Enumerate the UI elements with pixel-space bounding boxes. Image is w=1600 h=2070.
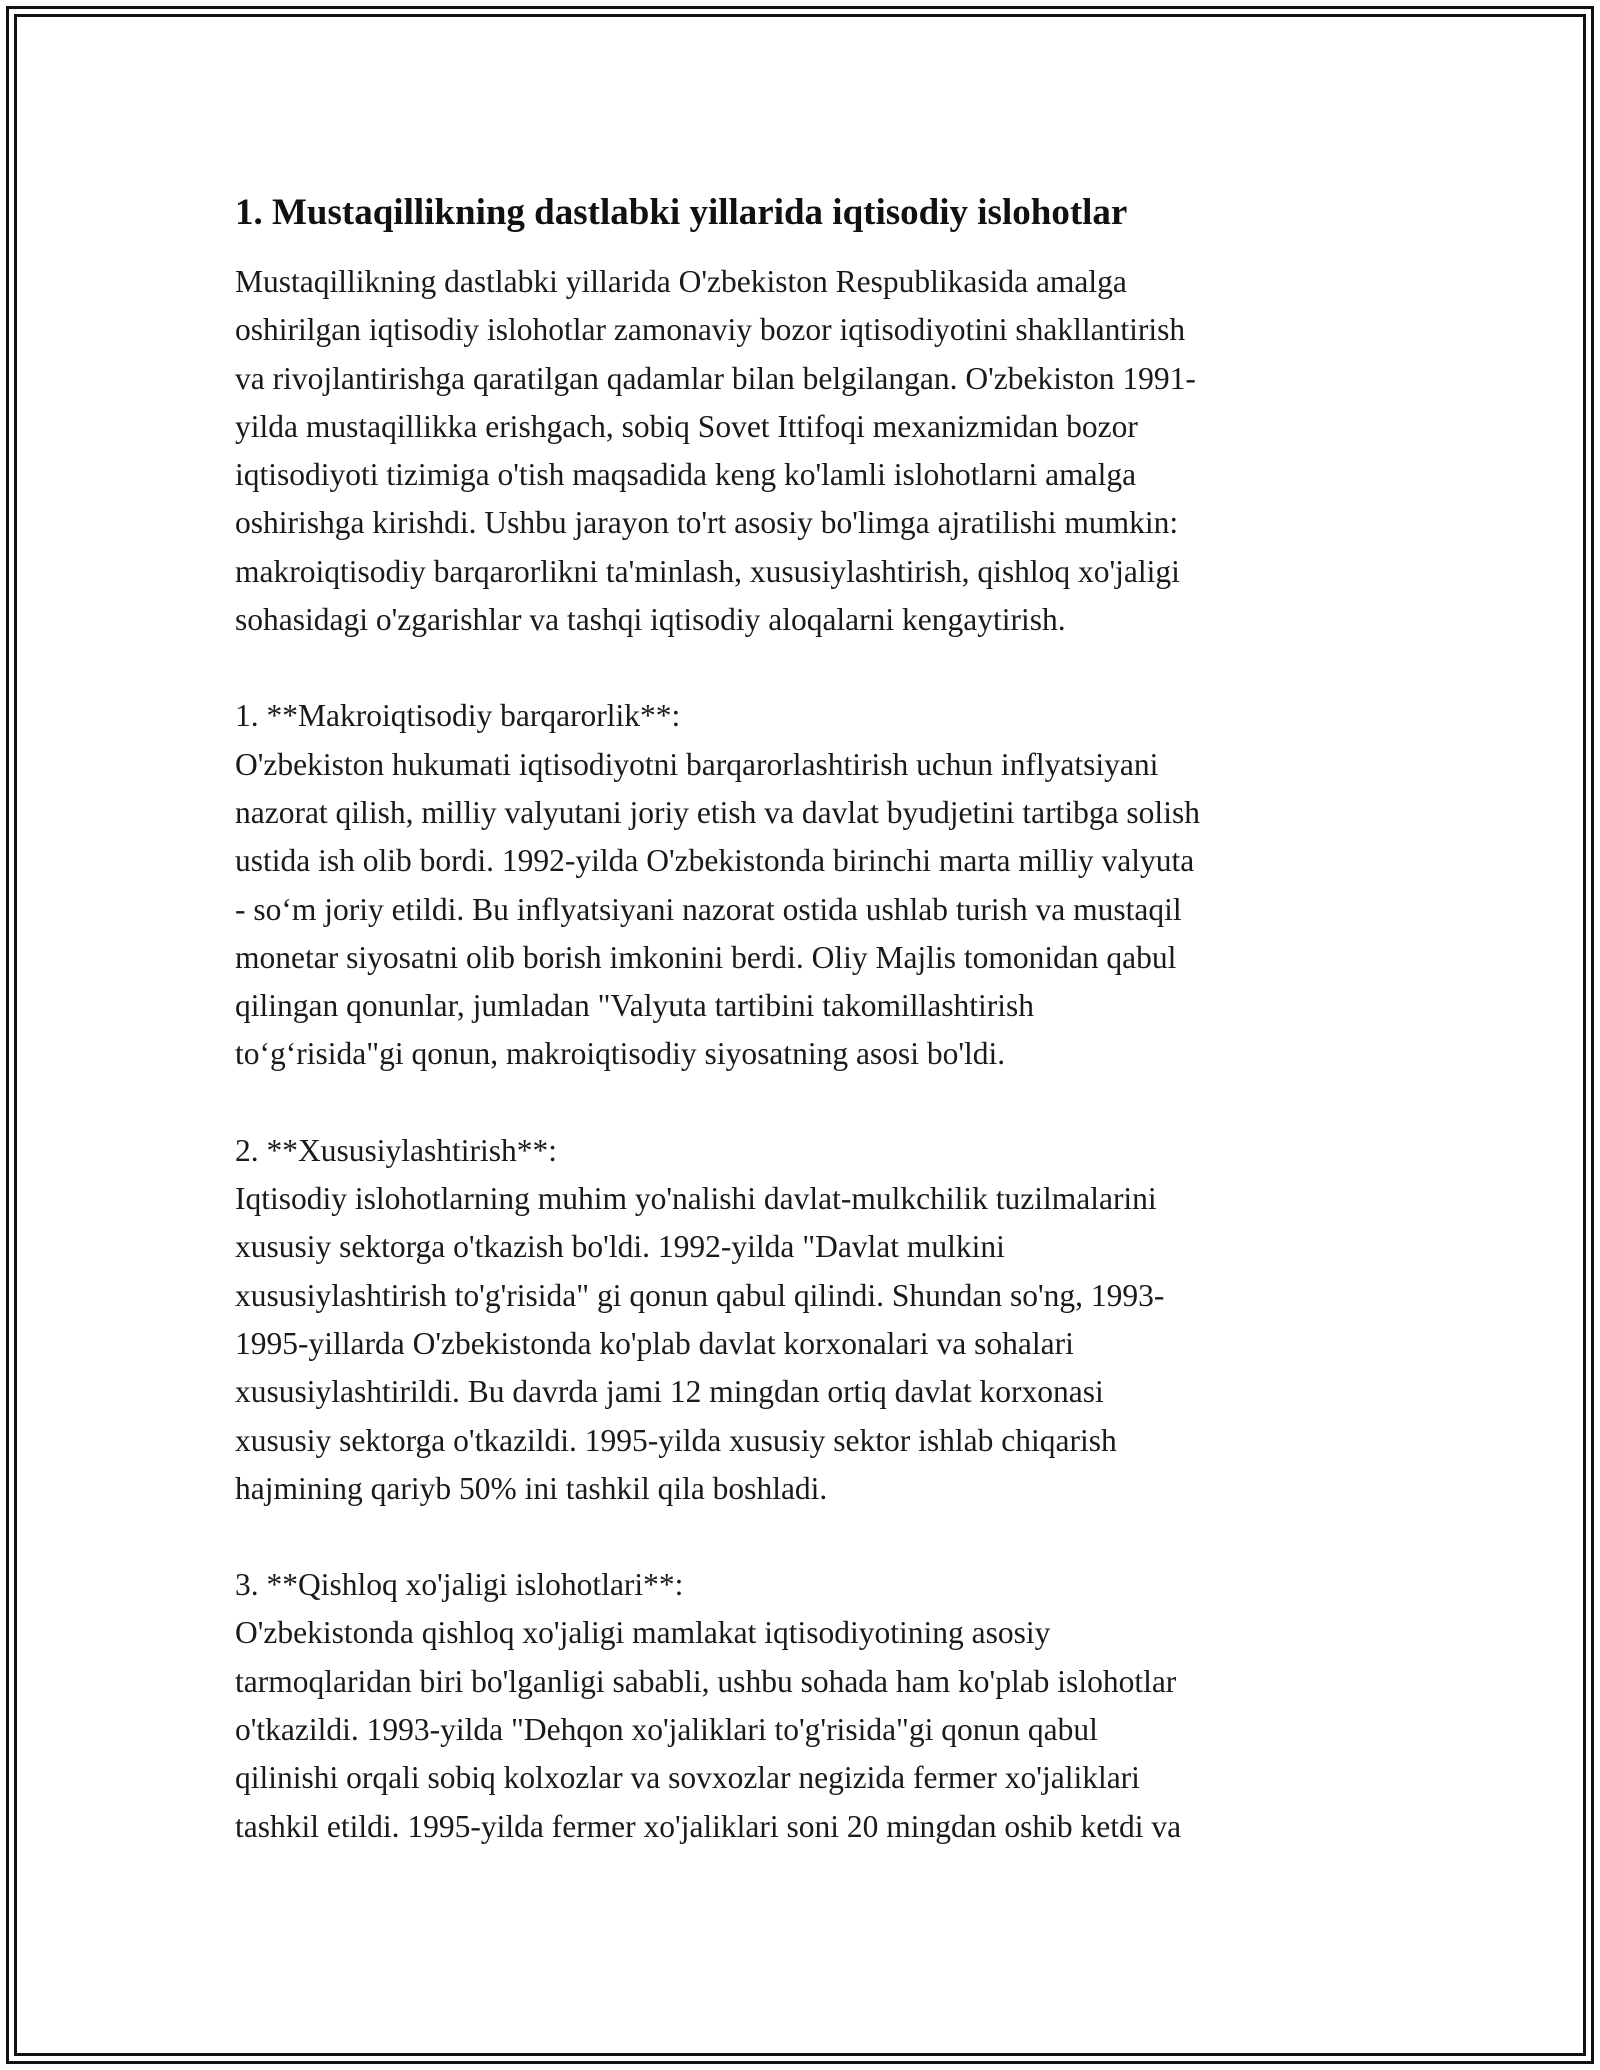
document-title: 1. Mustaqillikning dastlabki yillarida iqtisodiy islohotlar: [235, 192, 1128, 233]
document-content: [235, 186, 1375, 1851]
section-macroeconomic-stability: [235, 692, 1375, 1078]
section-privatization: [235, 1127, 1375, 1513]
section-heading: 1. **Makroiqtisodiy barqarorlik**:: [235, 698, 681, 734]
section-body: O'zbekiston hukumati iqtisodiyotni barqarorlashtirish uchun inflyatsiyani nazorat qilish, milliy valyutani joriy etish va davlat byudjetini tartibga solish ustida ish olib bordi. 1992-yilda O'zbekistonda birinchi marta milliy valyuta - so‘m joriy etildi. Bu inflyatsiyani nazorat ostida ushlab turish va mustaqil monetar siyosatni olib borish imkonini berdi. Oliy Majlis tomonidan qabul qilingan qonunlar, jumladan "Valyuta tartibini takomillashtirish to‘g‘risida"gi qonun, makroiqtisodiy siyosatning asosi bo'ldi.: [235, 746, 1200, 1072]
section-heading: 3. **Qishloq xo'jaligi islohotlari**:: [235, 1567, 684, 1603]
section-heading: 2. **Xususiylashtirish**:: [235, 1132, 558, 1168]
section-body: Iqtisodiy islohotlarning muhim yo'nalishi davlat-mulkchilik tuzilmalarini xususiy sektorga o'tkazish bo'ldi. 1992-yilda "Davlat mulkini xususiylashtirish to'g'risida" gi qonun qabul qilindi. Shundan so'ng, 1993- 1995-yillarda O'zbekistonda ko'plab davlat korxonalari va sohalari xususiylashtirildi. Bu davrda jami 12 mingdan ortiq davlat korxonasi xususiy sektorga o'tkazildi. 1995-yilda xususiy sektor ishlab chiqarish hajmining qariyb 50% ini tashkil qila boshladi.: [235, 1181, 1165, 1506]
intro-paragraph: Mustaqillikning dastlabki yillarida O'zbekiston Respublikasida amalga oshirilgan iqtisodiy islohotlar zamonaviy bozor iqtisodiyotini shakllantirish va rivojlantirishga qaratilgan qadamlar bilan belgilangan. O'zbekiston 1991- yilda mustaqillikka erishgach, sobiq Sovet Ittifoqi mexanizmidan bozor iqtisodiyoti tizimiga o'tish maqsadida keng ko'lamli islohotlarni amalga oshirishga kirishdi. Ushbu jarayon to'rt asosiy bo'limga ajratilishi mumkin: makroiqtisodiy barqarorlikni ta'minlash, xususiylashtirish, qishloq xo'jaligi sohasidagi o'zgarishlar va tashqi iqtisodiy aloqalarni kengaytirish.: [235, 264, 1196, 638]
section-agriculture-reforms: [235, 1561, 1375, 1851]
section-body: O'zbekistonda qishloq xo'jaligi mamlakat iqtisodiyotining asosiy tarmoqlaridan biri bo'lganligi sababli, ushbu sohada ham ko'plab islohotlar o'tkazildi. 1993-yilda "Dehqon xo'jaliklari to'g'risida"gi qonun qabul qilinishi orqali sobiq kolxozlar va sovxozlar negizida fermer xo'jaliklari tashkil etildi. 1995-yilda fermer xo'jaliklari soni 20 mingdan oshib ketdi va: [235, 1615, 1182, 1844]
